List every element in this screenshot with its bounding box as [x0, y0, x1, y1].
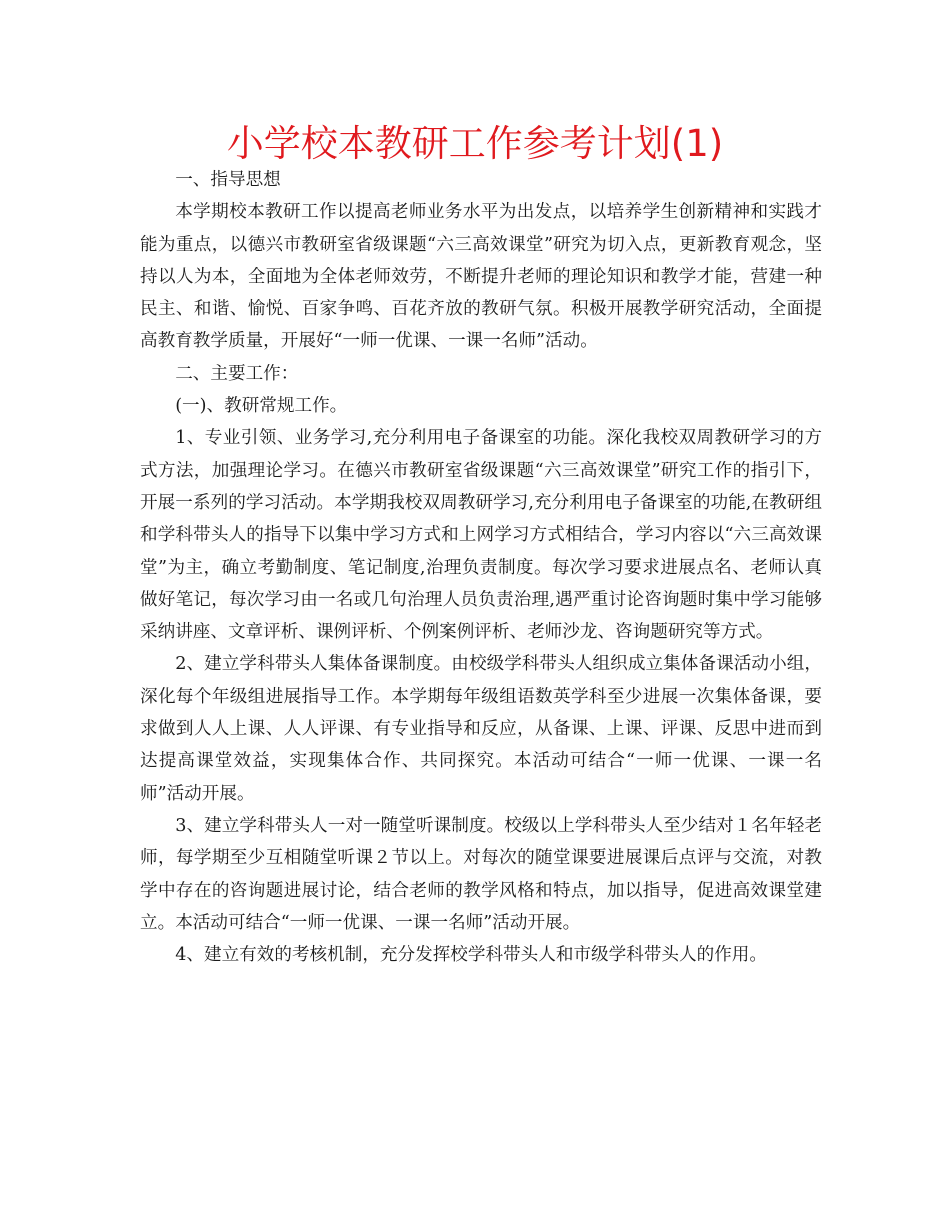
document-title: 小学校本教研工作参考计划(1) — [226, 122, 724, 165]
section-heading-guiding-thought: 一、指导思想 — [175, 170, 281, 190]
subsection-heading-routine: (一)、教研常规工作。 — [175, 396, 348, 417]
paragraph-item-4: 4、建立有效的考核机制，充分发挥校学科带头人和市级学科带头人的作用。 — [175, 945, 767, 966]
document-body — [140, 164, 822, 971]
paragraph-item-3: 3、建立学科带头人一对一随堂听课制度。校级以上学科带头人至少结对１名年轻老师，每学期至少互相随堂听课２节以上。对每次的随堂课要进展课后点评与交流，对教学中存在的咨询题进展讨论，结合老师的教学风格和特点，加以指导，促进高效课堂建立。本活动可结合“一师一优课、一课一名师”活动开展。 — [140, 815, 822, 933]
section-heading-main-work: 二、主要工作： — [175, 363, 299, 384]
paragraph-item-2: 2、建立学科带头人集体备课制度。由校级学科带头人组织成立集体备课活动小组，深化每个年级组进展指导工作。本学期每年级组语数英学科至少进展一次集体备课，要求做到人人上课、人人评课、有专业指导和反应，从备课、上课、评课、反思中进而到达提高课堂效益，实现集体合作、共同探究。本活动可结合“一师一优课、一课一名师”活动开展。 — [140, 654, 822, 804]
paragraph-guiding-thought: 本学期校本教研工作以提高老师业务水平为出发点，以培养学生创新精神和实践才能为重点，以德兴市教研室省级课题“六三高效课堂”研究为切入点，更新教育观念，坚持以人为本，全面地为全体老师效劳，不断提升老师的理论知识和教学才能，营建一种民主、和谐、愉悦、百家争鸣、百花齐放的教研气氛。积极开展教学研究活动，全面提高教育教学质量，开展好“一师一优课、一课一名师”活动。 — [140, 202, 822, 352]
paragraph-item-1: 1、专业引领、业务学习,充分利用电子备课室的功能。深化我校双周教研学习的方式方法，加强理论学习。在德兴市教研室省级课题“六三高效课堂”研究工作的指引下，开展一系列的学习活动。本学期我校双周教研学习,充分利用电子备课室的功能,在教研组和学科带头人的指导下以集中学习方式和上网学习方式相结合，学习内容以“六三高效课堂”为主，确立考勤制度、笔记制度,治理负责制度。每次学习要求进展点名、老师认真做好笔记，每次学习由一名或几句治理人员负责治理,遇严重讨论咨询题时集中学习能够采纳讲座、文章评析、课例评析、个例案例评析、老师沙龙、咨询题研究等方式。 — [140, 428, 822, 643]
